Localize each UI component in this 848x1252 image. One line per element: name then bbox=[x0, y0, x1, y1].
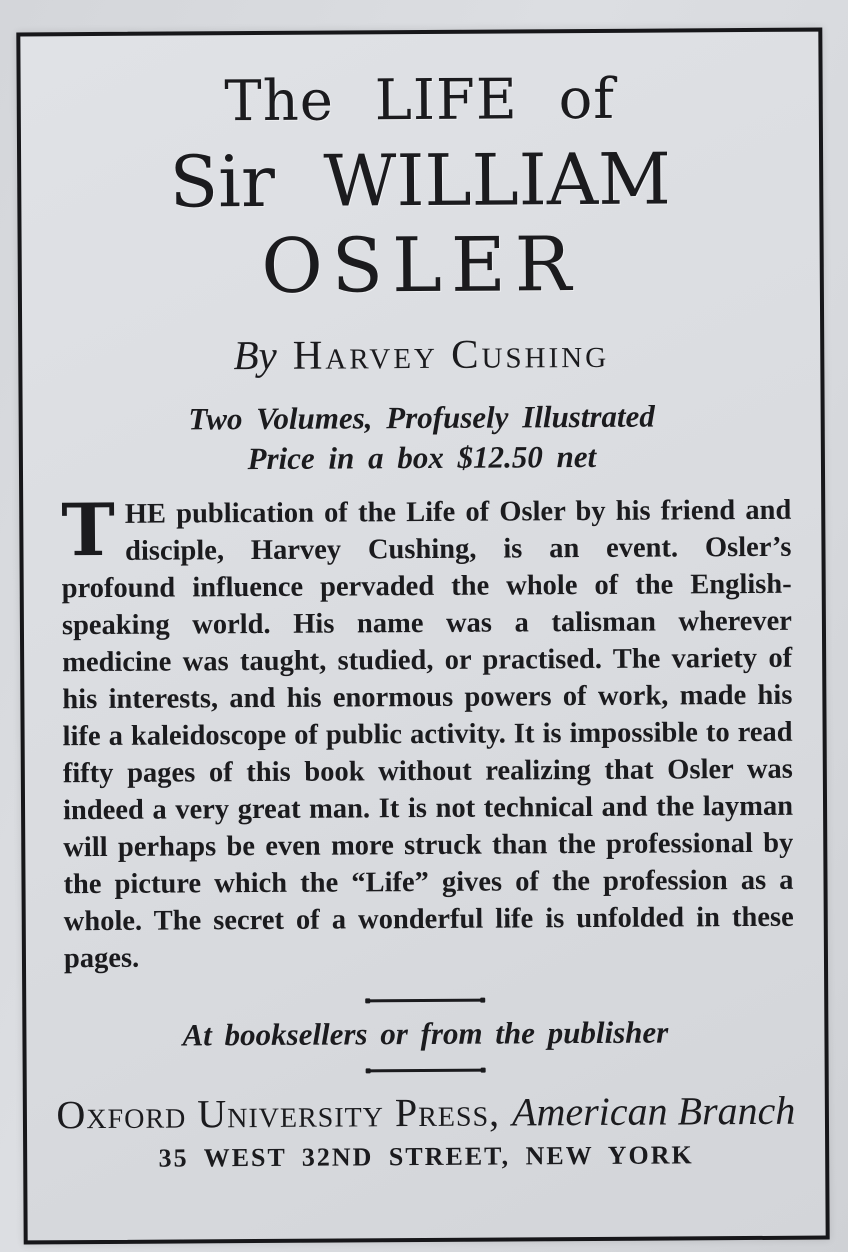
edition-info bbox=[23, 395, 821, 480]
edition-volumes-line: Two Volumes, Profusely Illustrated bbox=[188, 398, 655, 437]
publisher-address: 35 WEST 32ND STREET, NEW YORK bbox=[158, 1139, 694, 1173]
publisher-branch: American Branch bbox=[511, 1087, 796, 1135]
publisher-name: Oxford University Press, bbox=[56, 1089, 501, 1137]
drop-cap: T bbox=[61, 486, 116, 572]
author-byline bbox=[22, 328, 820, 382]
availability-note: At booksellers or from the publisher bbox=[182, 1014, 669, 1053]
book-title-line-2: Sir WILLIAM bbox=[169, 137, 672, 224]
ad-border-frame bbox=[16, 28, 829, 1245]
ad-body-paragraph bbox=[61, 486, 794, 976]
body-text: HE publication of the Life of Osler by his friend and disciple, Harvey Cushing, is an event. Osler’s profound influence pervaded the whole of the English-speaking world. His name was a talisman wherever medicine was taught, studied, or practised. The variety of his interests, and his enormous powers of work, made his life a kaleidoscope of public activity. It is impossible to read fifty pages of this book without realizing that Osler was indeed a very great man. It is not technical and the layman will perhaps be even more struck than the professional by the picture which the “Life” gives of the profession as a whole. The secret of a wonderful life is unfolded in these pages. bbox=[61, 494, 794, 974]
divider-rule-top bbox=[366, 998, 484, 1002]
publisher-line bbox=[27, 1085, 825, 1140]
byline-author-name: Harvey Cushing bbox=[292, 330, 610, 379]
byline-by-word: By bbox=[233, 332, 277, 379]
book-title-line-1: The LIFE of bbox=[224, 66, 616, 135]
book-title-line-3: OSLER bbox=[261, 220, 581, 311]
divider-rule-bottom bbox=[367, 1068, 485, 1072]
edition-price-line: Price in a box $12.50 net bbox=[247, 438, 597, 476]
